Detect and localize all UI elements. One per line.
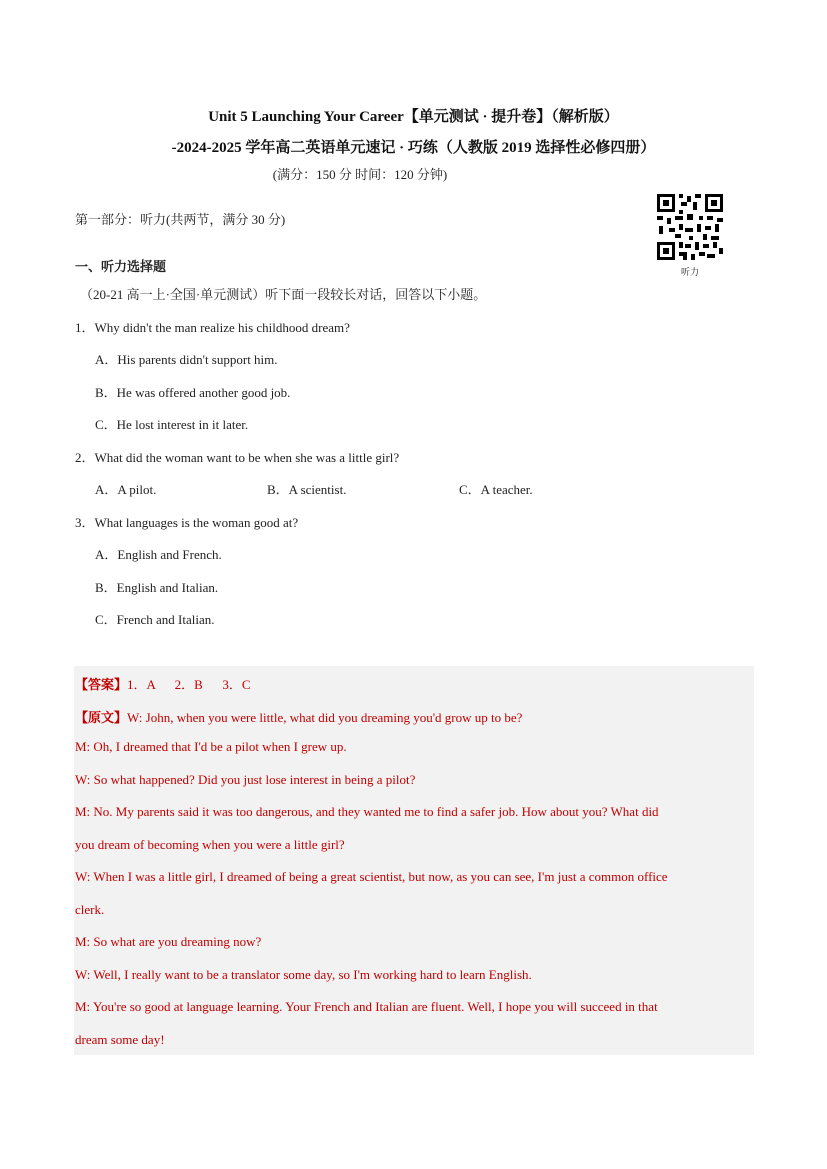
script-line: W: Well, I really want to be a translator some day, so I'm working hard to learn English. <box>75 967 532 982</box>
option-a: A．His parents didn't support him. <box>95 352 278 367</box>
answer-key: 1．A 2．B 3．C <box>127 677 251 692</box>
script-line: M: No. My parents said it was too dangerous, and they wanted me to find a safer job. How about you? What did <box>75 804 659 819</box>
qr-code-icon <box>655 192 725 262</box>
script-line: M: So what are you dreaming now? <box>75 934 262 949</box>
question-stem: 1．Why didn't the man realize his childhood dream? <box>75 320 350 335</box>
script-line: dream some day! <box>75 1032 165 1047</box>
qr-label: 听力 <box>680 268 699 278</box>
question-stem: 3．What languages is the woman good at? <box>75 515 299 530</box>
option-c: C．He lost interest in it later. <box>95 417 249 432</box>
document-subtitle: -2024-2025 学年高二英语单元速记 · 巧练（人教版 2019 选择性必修四册） <box>171 140 656 156</box>
option-a: A．A pilot. <box>95 482 157 497</box>
answer-label: 【答案】 <box>75 677 128 692</box>
option-a: A．English and French. <box>95 547 222 562</box>
script-line: M: Oh, I dreamed that I'd be a pilot when I grew up. <box>75 739 347 754</box>
option-b: B．A scientist. <box>267 482 347 497</box>
script-line: W: When I was a little girl, I dreamed of being a great scientist, but now, as you can see, I'm just a common office <box>75 869 668 884</box>
option-c: C．French and Italian. <box>95 612 215 627</box>
option-b: B．English and Italian. <box>95 580 219 595</box>
option-c: C．A teacher. <box>459 482 533 497</box>
script-line: you dream of becoming when you were a little girl? <box>75 837 345 852</box>
part-heading: 第一部分：听力(共两节，满分 30 分) <box>75 212 286 227</box>
section-heading: 一、听力选择题 <box>75 259 167 274</box>
option-b: B．He was offered another good job. <box>95 385 291 400</box>
section-intro: （20-21 高一上·全国·单元测试）听下面一段较长对话，回答以下小题。 <box>80 287 487 302</box>
script-line: W: So what happened? Did you just lose interest in being a pilot? <box>75 772 416 787</box>
document-title: Unit 5 Launching Your Career【单元测试 · 提升卷】（解析版） <box>208 109 619 125</box>
script-line: M: You're so good at language learning. Your French and Italian are fluent. Well, I hope you will succeed in that <box>75 999 658 1014</box>
answer-line <box>75 674 251 693</box>
script-text: W: John, when you were little, what did you dreaming you'd grow up to be? <box>127 710 523 725</box>
script-line: clerk. <box>75 902 105 917</box>
script-line <box>75 707 522 726</box>
script-label: 【原文】 <box>75 710 128 725</box>
question-stem: 2．What did the woman want to be when she was a little girl? <box>75 450 400 465</box>
exam-meta: (满分：150 分 时间：120 分钟) <box>272 167 448 182</box>
